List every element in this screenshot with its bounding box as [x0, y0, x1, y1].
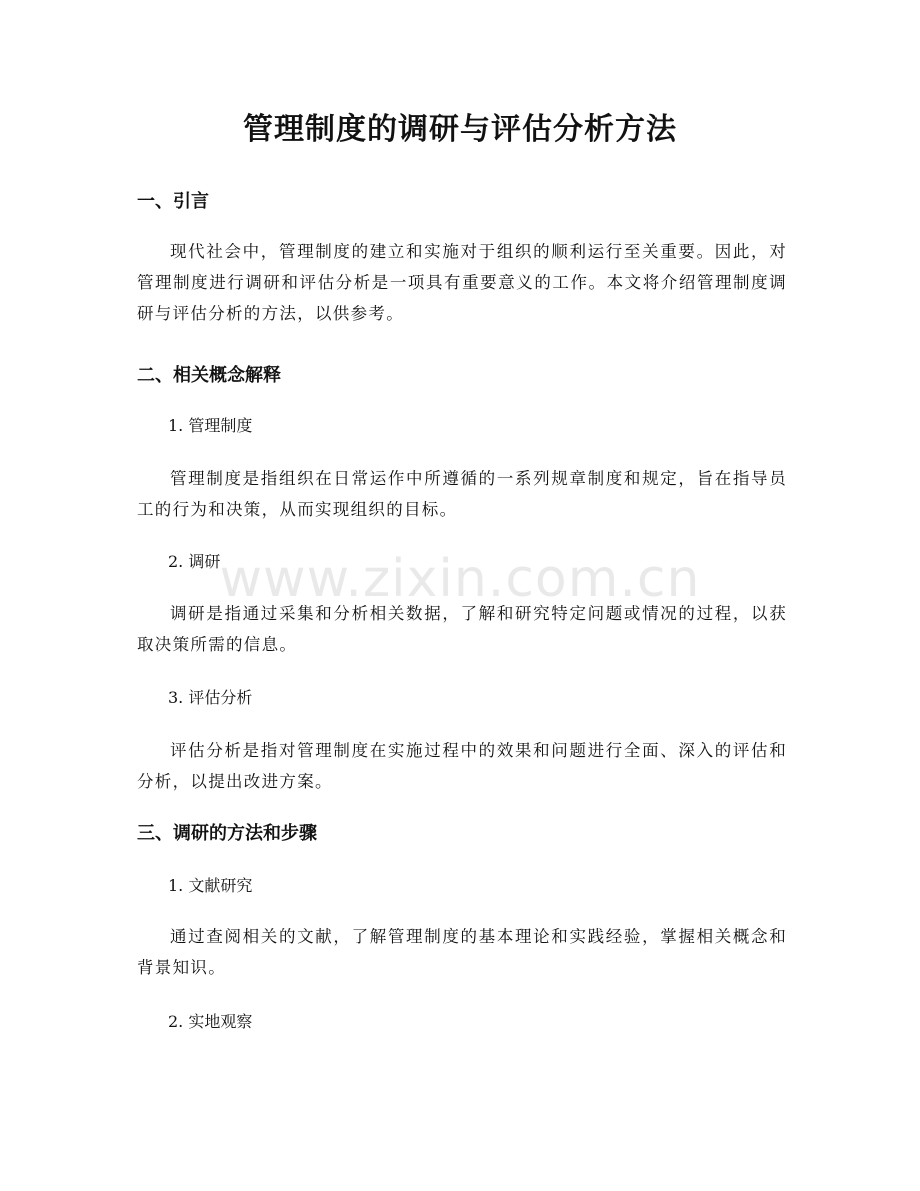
concept-item-title-evaluation: 3. 评估分析: [168, 688, 253, 707]
concept-item-title-management-system: 1. 管理制度: [168, 416, 253, 435]
concept-item-text-evaluation: 评估分析是指对管理制度在实施过程中的效果和问题进行全面、深入的评估和分析，以提出改进方案。: [137, 741, 787, 791]
section-heading-concepts: 二、相关概念解释: [137, 365, 281, 386]
concept-item-text-research: 调研是指通过采集和分析相关数据，了解和研究特定问题或情况的过程，以获取决策所需的信息。: [137, 604, 787, 654]
intro-paragraph: 现代社会中，管理制度的建立和实施对于组织的顺利运行至关重要。因此，对管理制度进行调研和评估分析是一项具有重要意义的工作。本文将介绍管理制度调研与评估分析的方法，以供参考。: [137, 242, 787, 323]
document-title: 管理制度的调研与评估分析方法: [243, 112, 677, 147]
watermark-text: www.zixin.com.cn: [219, 549, 701, 609]
section-heading-intro: 一、引言: [137, 191, 209, 212]
concept-item-text-management-system: 管理制度是指组织在日常运作中所遵循的一系列规章制度和规定，旨在指导员工的行为和决策，从而实现组织的目标。: [137, 469, 787, 519]
method-item-title-field-observation: 2. 实地观察: [168, 1012, 253, 1031]
method-item-title-literature: 1. 文献研究: [168, 876, 253, 895]
method-item-text-literature: 通过查阅相关的文献，了解管理制度的基本理论和实践经验，掌握相关概念和背景知识。: [137, 927, 787, 977]
concept-item-title-research: 2. 调研: [168, 552, 221, 571]
section-heading-methods: 三、调研的方法和步骤: [137, 823, 317, 844]
